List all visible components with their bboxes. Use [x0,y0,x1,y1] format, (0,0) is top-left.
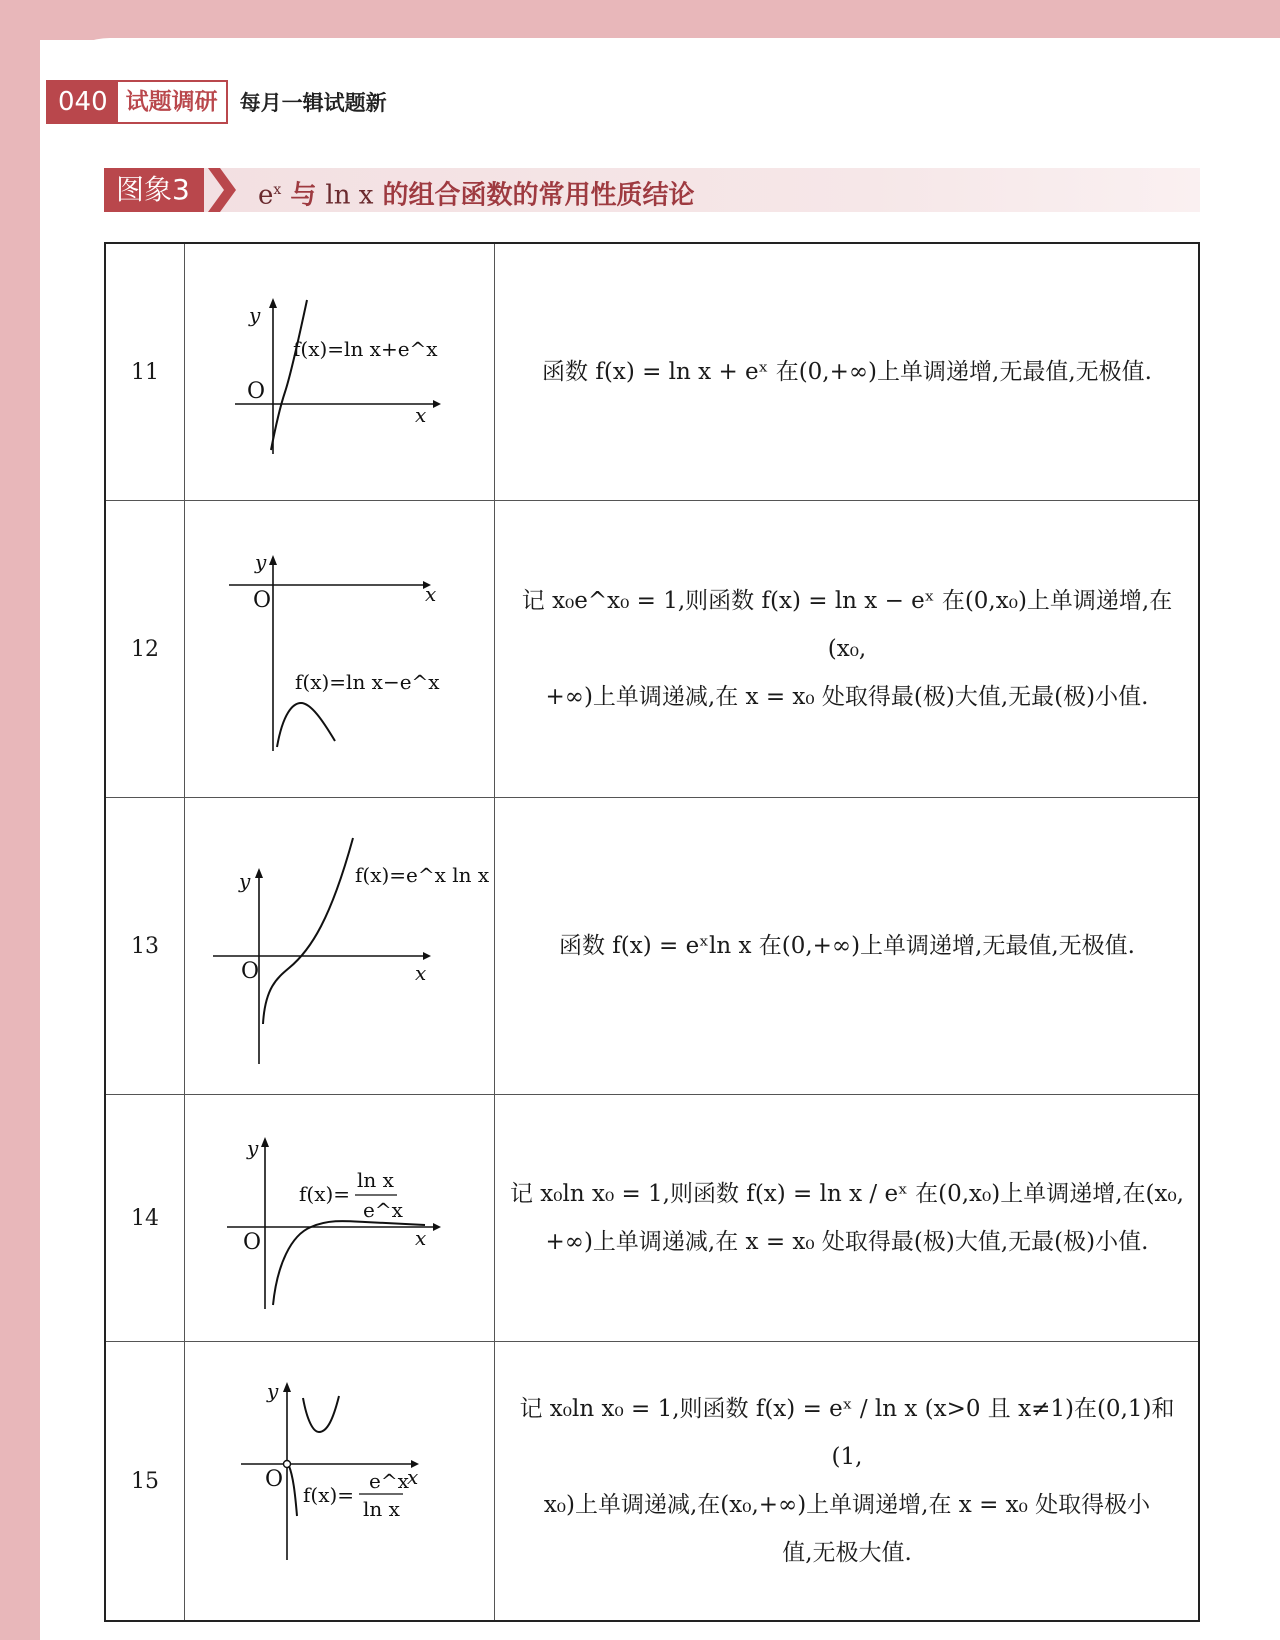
y-axis-arrow-icon [255,868,263,878]
curve-15-right [303,1396,339,1432]
graph-label: f(x)=ln x−e^x [295,670,440,694]
graph-15 [185,1342,494,1620]
graph-label-denominator: e^x [363,1198,403,1222]
text-line: 函数 f(x) = eˣln x 在(0,+∞)上单调递增,无最值,无极值. [558,933,1135,959]
property-text [496,501,1198,797]
text-line: +∞)上单调递减,在 x = x₀ 处取得最(极)大值,无最(极)小值. [545,684,1149,710]
page-frame-top [0,0,1280,40]
graph-14 [185,1095,494,1341]
table-row [106,798,1198,1095]
text-line: 记 x₀ln x₀ = 1,则函数 f(x) = eˣ / ln x (x>0 且 x≠1)在(0,1)和(1, [519,1396,1175,1470]
graph-13 [185,798,494,1094]
chevron-right-icon [208,168,244,212]
title-ex-sup: x [273,182,282,198]
graph-11 [185,244,494,500]
curve-14 [273,1221,425,1305]
title-yu: 与 [281,180,326,211]
text-line: 函数 f(x) = ln x + eˣ 在(0,+∞)上单调递增,无最值,无极值. [542,359,1152,385]
x-label: x [425,582,437,606]
x-label: x [407,1465,419,1489]
graph-cell [185,1095,495,1341]
text-line: 记 x₀e^x₀ = 1,则函数 f(x) = ln x − eˣ 在(0,x₀)上单调递增,在(x₀, [521,588,1173,662]
table-row [106,1095,1198,1342]
curve-12 [277,703,335,747]
magazine-slogan: 每月一辑试题新 [239,91,387,115]
y-label: y [239,869,251,893]
y-axis-arrow-icon [269,298,277,308]
section-badge: 试题调研 [116,80,228,124]
y-axis-arrow-icon [269,555,277,565]
graph-cell [185,244,495,500]
row-number: 15 [106,1342,185,1620]
origin-label: O [253,588,272,613]
graph-label: f(x)=e^x ln x [355,863,490,887]
property-text [496,244,1198,500]
graph-label-denominator: ln x [363,1497,400,1521]
y-label: y [249,303,261,327]
graph-label: f(x)=ln x+e^x [293,337,438,361]
y-label: y [255,550,267,574]
x-label: x [415,961,427,985]
property-text [496,798,1198,1094]
graph-cell [185,798,495,1094]
graph-cell [185,501,495,797]
y-label: y [267,1379,279,1403]
curve-11 [271,300,307,450]
x-label: x [415,1226,427,1250]
row-number: 13 [106,798,185,1094]
origin-label: O [243,1230,262,1255]
graph-label-numerator: ln x [357,1168,394,1192]
figure-tag: 图象3 [104,168,204,212]
table-row [106,1342,1198,1620]
property-text [496,1095,1198,1341]
graph-12 [185,501,494,797]
text-line: x₀)上单调递减,在(x₀,+∞)上单调递增,在 x = x₀ 处取得极小 [543,1492,1151,1518]
graph-cell [185,1342,495,1620]
x-axis-arrow-icon [433,400,441,408]
title-rest: 的组合函数的常用性质结论 [373,180,695,211]
graph-label-prefix: f(x)= [303,1483,355,1507]
graph-label-prefix: f(x)= [299,1182,351,1206]
origin-label: O [241,959,260,984]
x-axis-arrow-icon [423,952,431,960]
running-head [46,80,387,124]
page-frame-left [0,0,40,1640]
x-label: x [415,403,427,427]
row-number: 11 [106,244,185,500]
y-label: y [247,1136,259,1160]
properties-table [104,242,1200,1622]
curve-15-left [289,1466,297,1516]
table-row [106,501,1198,798]
row-number: 14 [106,1095,185,1341]
y-axis-arrow-icon [261,1137,269,1147]
title-ex: e [258,180,274,211]
text-line: 记 x₀ln x₀ = 1,则函数 f(x) = ln x / eˣ 在(0,x₀)上单调递增,在(x₀, [509,1181,1184,1207]
table-row [106,244,1198,501]
x-axis-arrow-icon [433,1223,441,1231]
curve-13 [263,838,353,1024]
row-number: 12 [106,501,185,797]
page-number: 040 [46,80,116,124]
title-lnx: ln x [325,180,374,211]
origin-label: O [265,1467,284,1492]
text-line: +∞)上单调递减,在 x = x₀ 处取得最(极)大值,无最(极)小值. [545,1229,1149,1255]
text-line: 值,无极大值. [782,1540,912,1566]
origin-label: O [247,379,266,404]
property-text [496,1342,1198,1620]
y-axis-arrow-icon [283,1382,291,1392]
graph-label-numerator: e^x [369,1469,409,1493]
figure-title [258,168,694,212]
